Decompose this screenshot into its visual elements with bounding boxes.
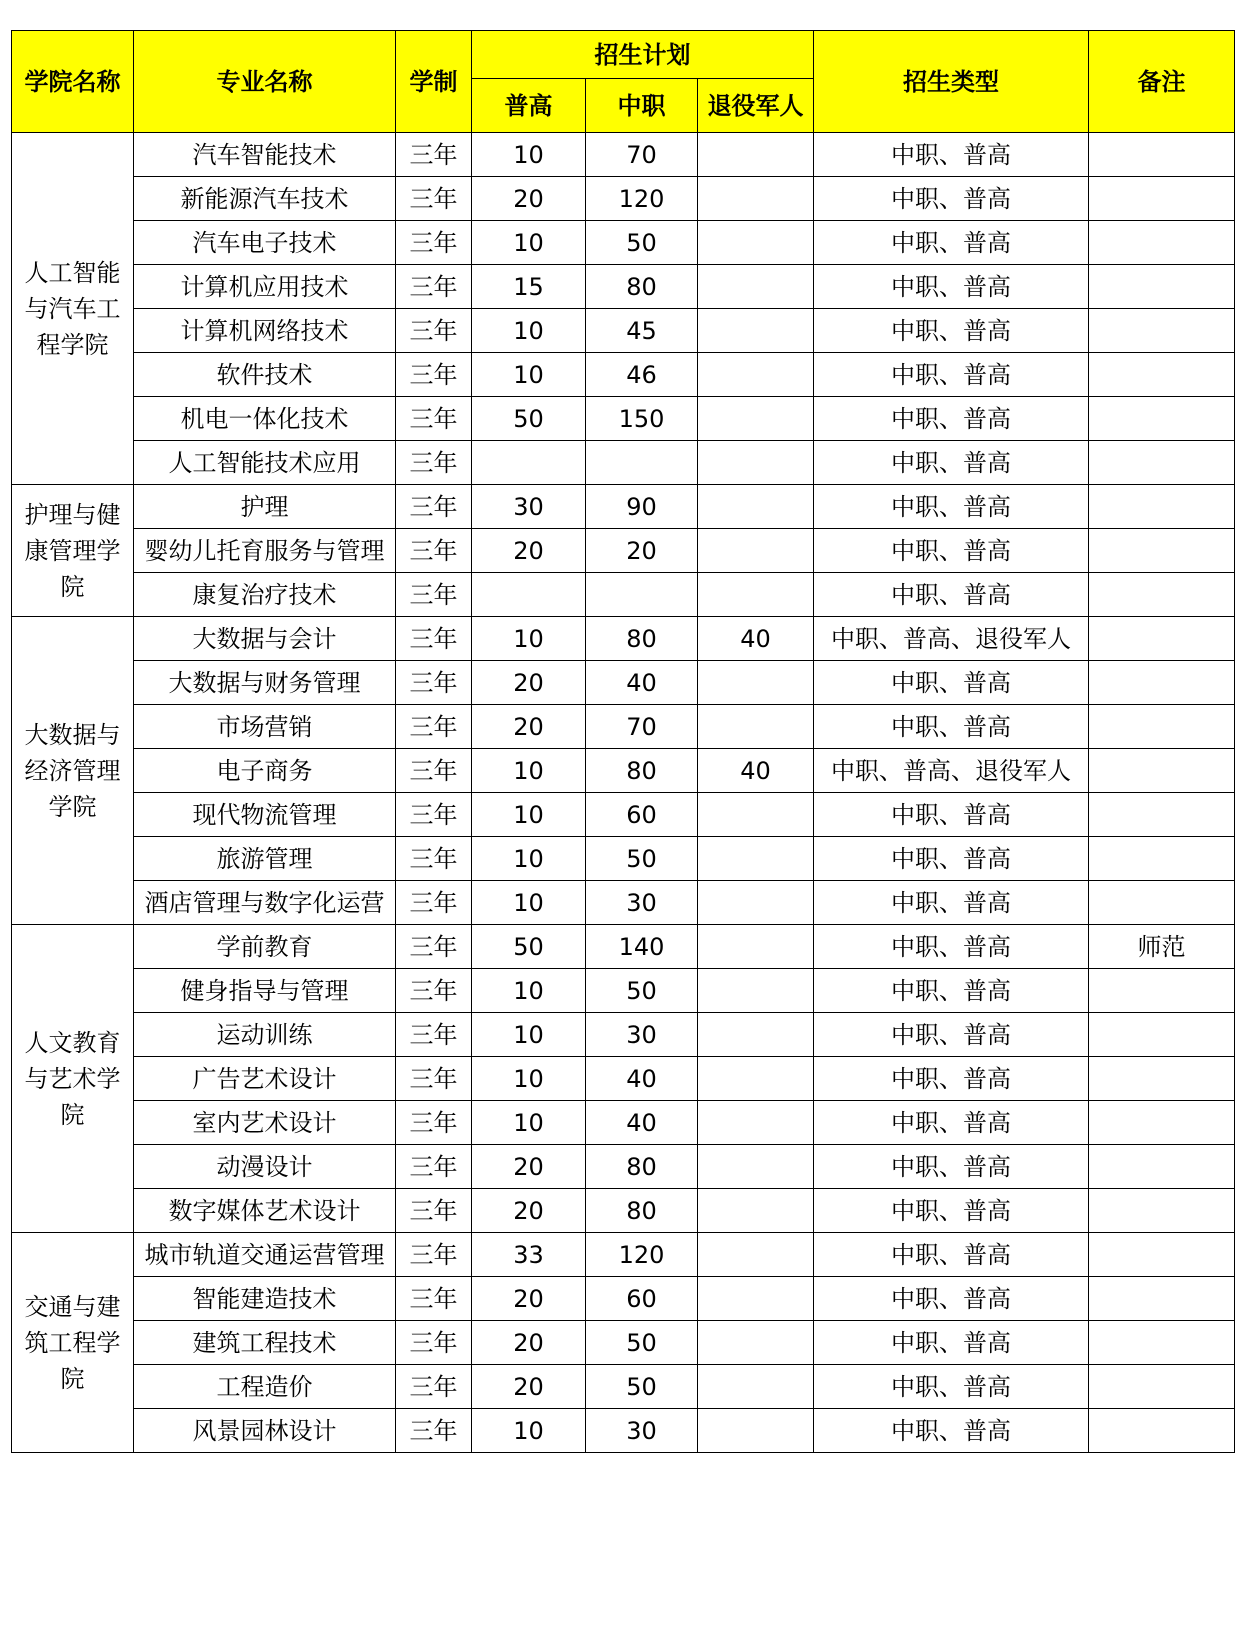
type-cell: 中职、普高 bbox=[814, 1101, 1089, 1145]
table-row bbox=[12, 617, 1235, 661]
type-cell: 中职、普高 bbox=[814, 661, 1089, 705]
putong-cell: 10 bbox=[472, 309, 586, 353]
table-row bbox=[12, 1189, 1235, 1233]
header-college: 学院名称 bbox=[12, 31, 134, 133]
putong-cell: 20 bbox=[472, 1277, 586, 1321]
putong-cell: 20 bbox=[472, 705, 586, 749]
type-cell: 中职、普高 bbox=[814, 221, 1089, 265]
putong-cell: 10 bbox=[472, 1101, 586, 1145]
veteran-cell bbox=[698, 1189, 814, 1233]
putong-cell: 20 bbox=[472, 1365, 586, 1409]
zhongzhi-cell: 70 bbox=[586, 133, 698, 177]
major-cell: 酒店管理与数字化运营 bbox=[134, 881, 396, 925]
remark-cell bbox=[1089, 221, 1235, 265]
type-cell: 中职、普高 bbox=[814, 485, 1089, 529]
remark-cell bbox=[1089, 529, 1235, 573]
major-cell: 大数据与会计 bbox=[134, 617, 396, 661]
remark-cell bbox=[1089, 1013, 1235, 1057]
remark-cell bbox=[1089, 1365, 1235, 1409]
veteran-cell bbox=[698, 661, 814, 705]
major-cell: 婴幼儿托育服务与管理 bbox=[134, 529, 396, 573]
table-row bbox=[12, 397, 1235, 441]
type-cell: 中职、普高 bbox=[814, 441, 1089, 485]
remark-cell bbox=[1089, 177, 1235, 221]
remark-cell bbox=[1089, 1409, 1235, 1453]
zhongzhi-cell: 40 bbox=[586, 1101, 698, 1145]
remark-cell bbox=[1089, 705, 1235, 749]
putong-cell bbox=[472, 441, 586, 485]
zhongzhi-cell: 40 bbox=[586, 1057, 698, 1101]
putong-cell: 50 bbox=[472, 925, 586, 969]
zhongzhi-cell: 80 bbox=[586, 1145, 698, 1189]
veteran-cell bbox=[698, 793, 814, 837]
type-cell: 中职、普高、退役军人 bbox=[814, 749, 1089, 793]
duration-cell: 三年 bbox=[396, 353, 472, 397]
zhongzhi-cell: 140 bbox=[586, 925, 698, 969]
type-cell: 中职、普高 bbox=[814, 309, 1089, 353]
type-cell: 中职、普高 bbox=[814, 1409, 1089, 1453]
zhongzhi-cell: 150 bbox=[586, 397, 698, 441]
duration-cell: 三年 bbox=[396, 177, 472, 221]
putong-cell: 10 bbox=[472, 617, 586, 661]
putong-cell bbox=[472, 573, 586, 617]
veteran-cell bbox=[698, 705, 814, 749]
table-row bbox=[12, 1145, 1235, 1189]
major-cell: 智能建造技术 bbox=[134, 1277, 396, 1321]
putong-cell: 10 bbox=[472, 221, 586, 265]
duration-cell: 三年 bbox=[396, 969, 472, 1013]
veteran-cell bbox=[698, 1013, 814, 1057]
major-cell: 旅游管理 bbox=[134, 837, 396, 881]
veteran-cell: 40 bbox=[698, 749, 814, 793]
major-cell: 计算机网络技术 bbox=[134, 309, 396, 353]
duration-cell: 三年 bbox=[396, 397, 472, 441]
veteran-cell bbox=[698, 1057, 814, 1101]
type-cell: 中职、普高 bbox=[814, 969, 1089, 1013]
putong-cell: 10 bbox=[472, 749, 586, 793]
table-row bbox=[12, 1057, 1235, 1101]
type-cell: 中职、普高 bbox=[814, 265, 1089, 309]
major-cell: 市场营销 bbox=[134, 705, 396, 749]
duration-cell: 三年 bbox=[396, 221, 472, 265]
duration-cell: 三年 bbox=[396, 661, 472, 705]
type-cell: 中职、普高 bbox=[814, 925, 1089, 969]
veteran-cell bbox=[698, 353, 814, 397]
header-major: 专业名称 bbox=[134, 31, 396, 133]
table-row bbox=[12, 1365, 1235, 1409]
enrollment-plan-table bbox=[11, 30, 1235, 1453]
table-row bbox=[12, 353, 1235, 397]
table-row bbox=[12, 1013, 1235, 1057]
zhongzhi-cell: 45 bbox=[586, 309, 698, 353]
type-cell: 中职、普高 bbox=[814, 1057, 1089, 1101]
remark-cell bbox=[1089, 1277, 1235, 1321]
putong-cell: 10 bbox=[472, 837, 586, 881]
type-cell: 中职、普高、退役军人 bbox=[814, 617, 1089, 661]
table-row bbox=[12, 1409, 1235, 1453]
veteran-cell bbox=[698, 925, 814, 969]
header-zhongzhi: 中职 bbox=[586, 79, 698, 133]
zhongzhi-cell: 120 bbox=[586, 177, 698, 221]
duration-cell: 三年 bbox=[396, 925, 472, 969]
remark-cell bbox=[1089, 441, 1235, 485]
putong-cell: 10 bbox=[472, 1013, 586, 1057]
major-cell: 计算机应用技术 bbox=[134, 265, 396, 309]
duration-cell: 三年 bbox=[396, 1321, 472, 1365]
duration-cell: 三年 bbox=[396, 881, 472, 925]
major-cell: 护理 bbox=[134, 485, 396, 529]
table-row bbox=[12, 1277, 1235, 1321]
remark-cell bbox=[1089, 1057, 1235, 1101]
major-cell: 数字媒体艺术设计 bbox=[134, 1189, 396, 1233]
type-cell: 中职、普高 bbox=[814, 881, 1089, 925]
college-name-cell: 人文教育与艺术学院 bbox=[12, 925, 134, 1233]
table-row bbox=[12, 969, 1235, 1013]
zhongzhi-cell: 46 bbox=[586, 353, 698, 397]
duration-cell: 三年 bbox=[396, 309, 472, 353]
putong-cell: 10 bbox=[472, 969, 586, 1013]
type-cell: 中职、普高 bbox=[814, 1321, 1089, 1365]
putong-cell: 10 bbox=[472, 133, 586, 177]
duration-cell: 三年 bbox=[396, 1189, 472, 1233]
zhongzhi-cell: 80 bbox=[586, 749, 698, 793]
remark-cell bbox=[1089, 837, 1235, 881]
zhongzhi-cell: 80 bbox=[586, 265, 698, 309]
putong-cell: 20 bbox=[472, 1189, 586, 1233]
zhongzhi-cell: 60 bbox=[586, 793, 698, 837]
duration-cell: 三年 bbox=[396, 1233, 472, 1277]
major-cell: 汽车智能技术 bbox=[134, 133, 396, 177]
table-row bbox=[12, 573, 1235, 617]
zhongzhi-cell: 30 bbox=[586, 1013, 698, 1057]
veteran-cell bbox=[698, 1145, 814, 1189]
type-cell: 中职、普高 bbox=[814, 793, 1089, 837]
veteran-cell bbox=[698, 881, 814, 925]
major-cell: 室内艺术设计 bbox=[134, 1101, 396, 1145]
header-veteran: 退役军人 bbox=[698, 79, 814, 133]
header-remark: 备注 bbox=[1089, 31, 1235, 133]
zhongzhi-cell: 20 bbox=[586, 529, 698, 573]
putong-cell: 30 bbox=[472, 485, 586, 529]
veteran-cell bbox=[698, 1277, 814, 1321]
table-header bbox=[12, 31, 1235, 133]
putong-cell: 20 bbox=[472, 529, 586, 573]
duration-cell: 三年 bbox=[396, 1013, 472, 1057]
putong-cell: 50 bbox=[472, 397, 586, 441]
type-cell: 中职、普高 bbox=[814, 1365, 1089, 1409]
type-cell: 中职、普高 bbox=[814, 397, 1089, 441]
zhongzhi-cell: 50 bbox=[586, 1365, 698, 1409]
type-cell: 中职、普高 bbox=[814, 133, 1089, 177]
type-cell: 中职、普高 bbox=[814, 1233, 1089, 1277]
table-row bbox=[12, 265, 1235, 309]
veteran-cell bbox=[698, 441, 814, 485]
veteran-cell bbox=[698, 573, 814, 617]
putong-cell: 10 bbox=[472, 881, 586, 925]
remark-cell bbox=[1089, 133, 1235, 177]
major-cell: 广告艺术设计 bbox=[134, 1057, 396, 1101]
type-cell: 中职、普高 bbox=[814, 705, 1089, 749]
remark-cell bbox=[1089, 1321, 1235, 1365]
putong-cell: 20 bbox=[472, 1145, 586, 1189]
veteran-cell bbox=[698, 221, 814, 265]
major-cell: 现代物流管理 bbox=[134, 793, 396, 837]
duration-cell: 三年 bbox=[396, 705, 472, 749]
major-cell: 工程造价 bbox=[134, 1365, 396, 1409]
table-row bbox=[12, 177, 1235, 221]
header-putong: 普高 bbox=[472, 79, 586, 133]
remark-cell bbox=[1089, 1101, 1235, 1145]
header-plan: 招生计划 bbox=[472, 31, 814, 79]
zhongzhi-cell bbox=[586, 573, 698, 617]
table-row bbox=[12, 529, 1235, 573]
header-type: 招生类型 bbox=[814, 31, 1089, 133]
type-cell: 中职、普高 bbox=[814, 573, 1089, 617]
duration-cell: 三年 bbox=[396, 133, 472, 177]
remark-cell bbox=[1089, 573, 1235, 617]
putong-cell: 10 bbox=[472, 1409, 586, 1453]
remark-cell bbox=[1089, 881, 1235, 925]
table-row bbox=[12, 705, 1235, 749]
putong-cell: 20 bbox=[472, 177, 586, 221]
table-row bbox=[12, 925, 1235, 969]
major-cell: 汽车电子技术 bbox=[134, 221, 396, 265]
remark-cell bbox=[1089, 353, 1235, 397]
veteran-cell bbox=[698, 265, 814, 309]
zhongzhi-cell: 30 bbox=[586, 1409, 698, 1453]
table-row bbox=[12, 485, 1235, 529]
zhongzhi-cell: 60 bbox=[586, 1277, 698, 1321]
table-row bbox=[12, 309, 1235, 353]
table-body bbox=[12, 133, 1235, 1453]
duration-cell: 三年 bbox=[396, 485, 472, 529]
type-cell: 中职、普高 bbox=[814, 529, 1089, 573]
major-cell: 机电一体化技术 bbox=[134, 397, 396, 441]
putong-cell: 15 bbox=[472, 265, 586, 309]
remark-cell bbox=[1089, 969, 1235, 1013]
zhongzhi-cell: 90 bbox=[586, 485, 698, 529]
duration-cell: 三年 bbox=[396, 441, 472, 485]
table-row bbox=[12, 133, 1235, 177]
remark-cell bbox=[1089, 1145, 1235, 1189]
veteran-cell bbox=[698, 1233, 814, 1277]
veteran-cell bbox=[698, 837, 814, 881]
type-cell: 中职、普高 bbox=[814, 1145, 1089, 1189]
zhongzhi-cell: 80 bbox=[586, 617, 698, 661]
duration-cell: 三年 bbox=[396, 1101, 472, 1145]
veteran-cell bbox=[698, 177, 814, 221]
veteran-cell: 40 bbox=[698, 617, 814, 661]
zhongzhi-cell: 50 bbox=[586, 221, 698, 265]
veteran-cell bbox=[698, 485, 814, 529]
putong-cell: 10 bbox=[472, 353, 586, 397]
type-cell: 中职、普高 bbox=[814, 177, 1089, 221]
remark-cell bbox=[1089, 749, 1235, 793]
zhongzhi-cell: 80 bbox=[586, 1189, 698, 1233]
header-duration: 学制 bbox=[396, 31, 472, 133]
type-cell: 中职、普高 bbox=[814, 837, 1089, 881]
major-cell: 城市轨道交通运营管理 bbox=[134, 1233, 396, 1277]
duration-cell: 三年 bbox=[396, 1409, 472, 1453]
major-cell: 建筑工程技术 bbox=[134, 1321, 396, 1365]
zhongzhi-cell: 120 bbox=[586, 1233, 698, 1277]
remark-cell bbox=[1089, 617, 1235, 661]
veteran-cell bbox=[698, 969, 814, 1013]
major-cell: 运动训练 bbox=[134, 1013, 396, 1057]
remark-cell bbox=[1089, 265, 1235, 309]
zhongzhi-cell bbox=[586, 441, 698, 485]
major-cell: 大数据与财务管理 bbox=[134, 661, 396, 705]
zhongzhi-cell: 50 bbox=[586, 1321, 698, 1365]
table-row bbox=[12, 1321, 1235, 1365]
duration-cell: 三年 bbox=[396, 1365, 472, 1409]
type-cell: 中职、普高 bbox=[814, 1013, 1089, 1057]
major-cell: 风景园林设计 bbox=[134, 1409, 396, 1453]
table-row bbox=[12, 1101, 1235, 1145]
table-row bbox=[12, 221, 1235, 265]
major-cell: 新能源汽车技术 bbox=[134, 177, 396, 221]
veteran-cell bbox=[698, 1321, 814, 1365]
putong-cell: 20 bbox=[472, 1321, 586, 1365]
remark-cell bbox=[1089, 485, 1235, 529]
veteran-cell bbox=[698, 397, 814, 441]
putong-cell: 20 bbox=[472, 661, 586, 705]
remark-cell bbox=[1089, 1189, 1235, 1233]
remark-cell bbox=[1089, 309, 1235, 353]
veteran-cell bbox=[698, 1365, 814, 1409]
remark-cell bbox=[1089, 661, 1235, 705]
remark-cell: 师范 bbox=[1089, 925, 1235, 969]
duration-cell: 三年 bbox=[396, 573, 472, 617]
duration-cell: 三年 bbox=[396, 1145, 472, 1189]
college-name-cell: 人工智能与汽车工程学院 bbox=[12, 133, 134, 485]
major-cell: 学前教育 bbox=[134, 925, 396, 969]
table-row bbox=[12, 837, 1235, 881]
zhongzhi-cell: 70 bbox=[586, 705, 698, 749]
duration-cell: 三年 bbox=[396, 265, 472, 309]
duration-cell: 三年 bbox=[396, 793, 472, 837]
veteran-cell bbox=[698, 529, 814, 573]
duration-cell: 三年 bbox=[396, 529, 472, 573]
veteran-cell bbox=[698, 133, 814, 177]
veteran-cell bbox=[698, 1409, 814, 1453]
remark-cell bbox=[1089, 793, 1235, 837]
college-name-cell: 护理与健康管理学院 bbox=[12, 485, 134, 617]
remark-cell bbox=[1089, 397, 1235, 441]
major-cell: 健身指导与管理 bbox=[134, 969, 396, 1013]
type-cell: 中职、普高 bbox=[814, 1189, 1089, 1233]
duration-cell: 三年 bbox=[396, 617, 472, 661]
duration-cell: 三年 bbox=[396, 1057, 472, 1101]
duration-cell: 三年 bbox=[396, 837, 472, 881]
type-cell: 中职、普高 bbox=[814, 353, 1089, 397]
college-name-cell: 大数据与经济管理学院 bbox=[12, 617, 134, 925]
table-row bbox=[12, 441, 1235, 485]
major-cell: 人工智能技术应用 bbox=[134, 441, 396, 485]
table-row bbox=[12, 1233, 1235, 1277]
remark-cell bbox=[1089, 1233, 1235, 1277]
duration-cell: 三年 bbox=[396, 749, 472, 793]
major-cell: 软件技术 bbox=[134, 353, 396, 397]
table-row bbox=[12, 749, 1235, 793]
zhongzhi-cell: 30 bbox=[586, 881, 698, 925]
duration-cell: 三年 bbox=[396, 1277, 472, 1321]
major-cell: 康复治疗技术 bbox=[134, 573, 396, 617]
table-row bbox=[12, 661, 1235, 705]
table-row bbox=[12, 793, 1235, 837]
putong-cell: 33 bbox=[472, 1233, 586, 1277]
major-cell: 电子商务 bbox=[134, 749, 396, 793]
veteran-cell bbox=[698, 1101, 814, 1145]
zhongzhi-cell: 50 bbox=[586, 969, 698, 1013]
putong-cell: 10 bbox=[472, 793, 586, 837]
zhongzhi-cell: 50 bbox=[586, 837, 698, 881]
table-row bbox=[12, 881, 1235, 925]
zhongzhi-cell: 40 bbox=[586, 661, 698, 705]
type-cell: 中职、普高 bbox=[814, 1277, 1089, 1321]
major-cell: 动漫设计 bbox=[134, 1145, 396, 1189]
veteran-cell bbox=[698, 309, 814, 353]
putong-cell: 10 bbox=[472, 1057, 586, 1101]
college-name-cell: 交通与建筑工程学院 bbox=[12, 1233, 134, 1453]
